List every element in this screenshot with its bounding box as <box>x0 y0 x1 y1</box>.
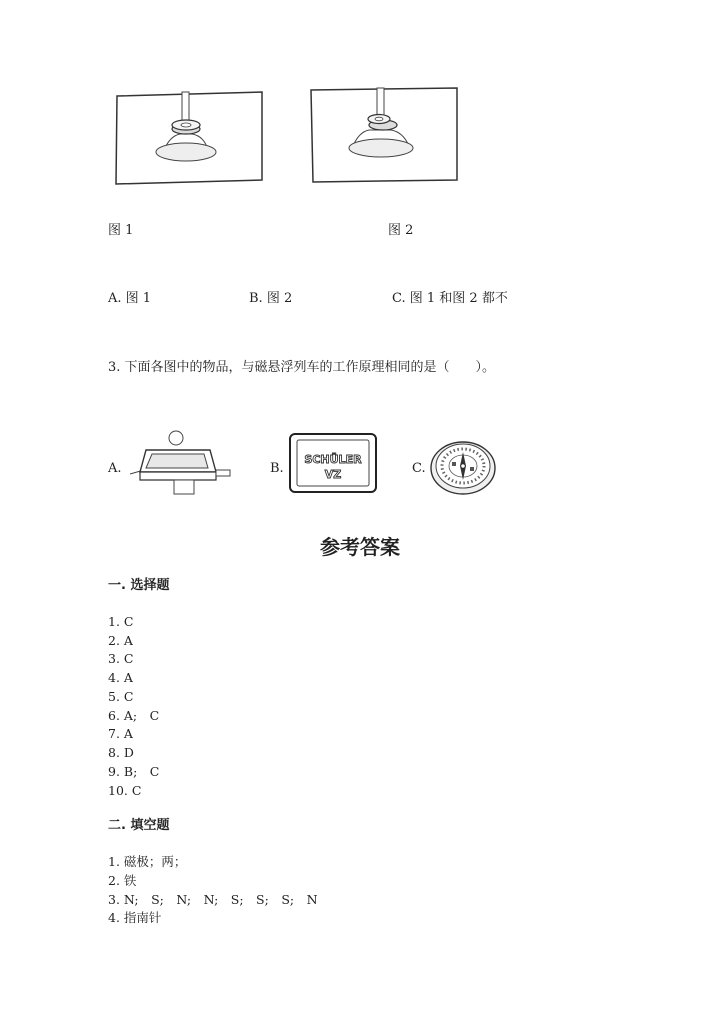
answer-item: 4. A <box>108 670 133 685</box>
answer-item: 2. 铁 <box>108 873 137 888</box>
q3-stem: 3. 下面各图中的物品，与磁悬浮列车的工作原理相同的是（ ）。 <box>108 360 496 375</box>
board-text-top: SCHÜLER <box>304 453 362 466</box>
answer-item: 1. C <box>108 614 134 629</box>
answer-item: 6. A; C <box>108 708 160 723</box>
answer-item: 3. C <box>108 651 134 666</box>
q3-option-a-label: A. <box>108 461 122 476</box>
section-2-heading: 二. 填空题 <box>108 818 170 833</box>
q3-option-c-label: C. <box>412 461 426 476</box>
q3-option-b-label: B. <box>270 461 284 476</box>
answers-title: 参考答案 <box>320 535 400 559</box>
answer-item: 7. A <box>108 726 133 741</box>
figure-1-image <box>112 88 267 188</box>
answer-item: 9. B; C <box>108 764 160 779</box>
figure-2-caption: 图 2 <box>388 223 414 238</box>
levitation-device-image <box>124 428 239 498</box>
answer-item: 1. 磁极；两； <box>108 854 187 869</box>
answer-item: 5. C <box>108 689 134 704</box>
answer-item: 4. 指南针 <box>108 910 162 925</box>
answer-item: 10. C <box>108 783 142 798</box>
q2-option-b: B. 图 2 <box>249 291 293 306</box>
figure-2-image <box>307 86 462 186</box>
board-text-bottom: VZ <box>324 468 342 481</box>
answer-item: 8. D <box>108 745 134 760</box>
figure-1-caption: 图 1 <box>108 223 134 238</box>
answer-item: 2. A <box>108 633 133 648</box>
q2-option-c: C. 图 1 和图 2 都不 <box>392 291 508 306</box>
compass-image <box>428 436 498 496</box>
q2-option-a: A. 图 1 <box>108 291 152 306</box>
answer-item: 3. N; S; N; N; S; S; S; N <box>108 892 318 907</box>
magnetic-board-image <box>288 432 378 494</box>
section-1-heading: 一. 选择题 <box>108 578 170 593</box>
